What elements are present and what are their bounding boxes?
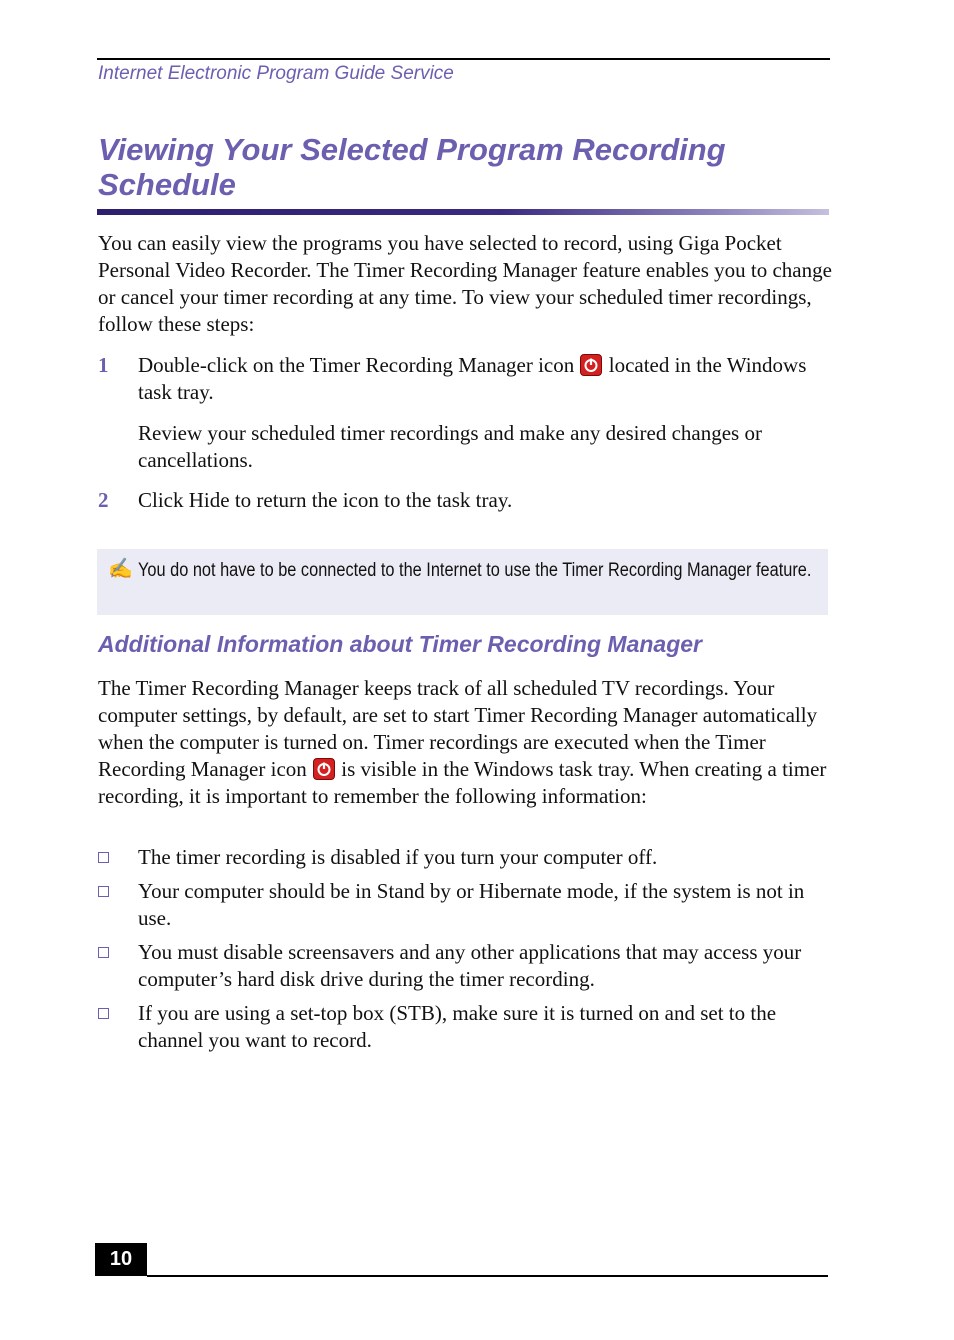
section-subheading: Additional Information about Timer Recording Manager (98, 631, 702, 657)
list-item: If you are using a set-top box (STB), make sure it is turned on and set to the channel you want to record. (138, 1001, 777, 1052)
bullet-checkbox-icon (98, 947, 109, 958)
bullet-checkbox-icon (98, 852, 109, 863)
page-number: 10 (95, 1243, 147, 1276)
step-1-text-before: Double-click on the Timer Recording Manager icon (138, 353, 575, 377)
intro-paragraph: You can easily view the programs you have selected to record, using Giga Pocket Personal Video Recorder. The Timer Recording Manager feature enables you to change or cancel your timer recording at any time. To view your scheduled timer recordings, follow these steps: (98, 231, 832, 336)
list-item: The timer recording is disabled if you turn your computer off. (138, 845, 658, 869)
step-number-1: 1 (98, 353, 109, 377)
info-paragraph (98, 675, 833, 810)
step-number-2: 2 (98, 488, 109, 512)
step-1-followup: Review your scheduled timer recordings and make any desired changes or cancellations. (138, 421, 762, 472)
timer-recording-manager-icon (313, 758, 335, 780)
pencil-note-icon: ✍ (108, 558, 133, 580)
step-1-text-after: located in the Windows task tray. (138, 353, 807, 404)
bullet-checkbox-icon (98, 1008, 109, 1019)
bullet-checkbox-icon (98, 886, 109, 897)
title-underline-bar (97, 209, 829, 215)
step-1-text (138, 352, 833, 406)
timer-recording-manager-icon (580, 354, 602, 376)
step-2-text: Click Hide to return the icon to the task tray. (138, 488, 513, 512)
page-title: Viewing Your Selected Program Recording Schedule (98, 132, 726, 202)
running-header: Internet Electronic Program Guide Service (98, 63, 454, 84)
info-text-before: The Timer Recording Manager keeps track of all scheduled TV recordings. Your computer settings, by default, are set to start Timer Recording Manager automatically when the computer is turned on. Timer recordings are executed when the Timer Recording Manager icon (98, 676, 818, 781)
list-item: Your computer should be in Stand by or Hibernate mode, if the system is not in use. (138, 879, 805, 930)
header-rule (97, 58, 830, 60)
info-text-after: is visible in the Windows task tray. When creating a timer recording, it is important to remember the following information: (98, 757, 827, 808)
note-text: You do not have to be connected to the Internet to use the Timer Recording Manager feature. (138, 560, 812, 581)
list-item: You must disable screensavers and any other applications that may access your computer’s hard disk drive during the timer recording. (138, 940, 802, 991)
footer-rule (147, 1275, 828, 1277)
